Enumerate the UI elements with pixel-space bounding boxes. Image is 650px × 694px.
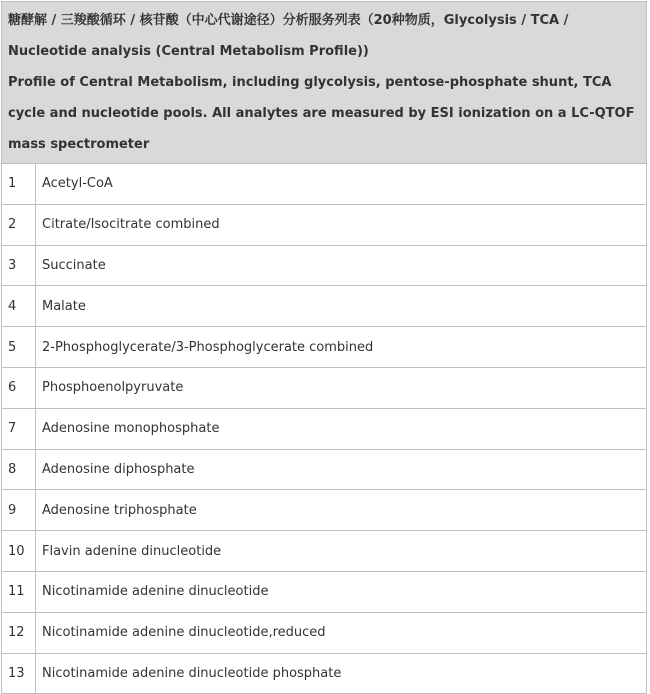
table-row bbox=[2, 245, 647, 286]
table-row bbox=[2, 286, 647, 327]
table-row bbox=[2, 490, 647, 531]
analyte-name: Succinate bbox=[36, 245, 647, 286]
table-row bbox=[2, 164, 647, 205]
table-title: 糖酵解 / 三羧酸循环 / 核苷酸（中心代谢途径）分析服务列表（20种物质，Glycolysis / TCA / Nucleotide analysis (Central Metabolism Profile)) bbox=[8, 13, 569, 59]
analyte-name: 2-Phosphoglycerate/3-Phosphoglycerate combined bbox=[36, 327, 647, 368]
analyte-table bbox=[1, 1, 647, 694]
row-number: 4 bbox=[2, 286, 36, 327]
analyte-name: Citrate/Isocitrate combined bbox=[36, 204, 647, 245]
analyte-name: Adenosine diphosphate bbox=[36, 449, 647, 490]
analyte-name: Nicotinamide adenine dinucleotide bbox=[36, 571, 647, 612]
table-row bbox=[2, 531, 647, 572]
analyte-name: Phosphoenolpyruvate bbox=[36, 367, 647, 408]
table-header-cell bbox=[2, 2, 647, 164]
analyte-name: Acetyl-CoA bbox=[36, 164, 647, 205]
table-row bbox=[2, 612, 647, 653]
analyte-name: Nicotinamide adenine dinucleotide phosphate bbox=[36, 653, 647, 694]
table-row bbox=[2, 327, 647, 368]
table-header-row bbox=[2, 2, 647, 164]
analyte-table-container bbox=[1, 1, 647, 694]
table-description: Profile of Central Metabolism, including glycolysis, pentose-phosphate shunt, TCA cycle and nucleotide pools. All analytes are measured by ESI ionization on a LC-QTOF mass spectrometer bbox=[8, 75, 635, 152]
row-number: 3 bbox=[2, 245, 36, 286]
row-number: 9 bbox=[2, 490, 36, 531]
table-row bbox=[2, 367, 647, 408]
row-number: 11 bbox=[2, 571, 36, 612]
table-row bbox=[2, 571, 647, 612]
row-number: 10 bbox=[2, 531, 36, 572]
analyte-name: Adenosine monophosphate bbox=[36, 408, 647, 449]
row-number: 6 bbox=[2, 367, 36, 408]
row-number: 13 bbox=[2, 653, 36, 694]
table-row bbox=[2, 653, 647, 694]
table-row bbox=[2, 204, 647, 245]
analyte-name: Flavin adenine dinucleotide bbox=[36, 531, 647, 572]
table-row bbox=[2, 408, 647, 449]
row-number: 5 bbox=[2, 327, 36, 368]
row-number: 1 bbox=[2, 164, 36, 205]
row-number: 7 bbox=[2, 408, 36, 449]
table-row bbox=[2, 449, 647, 490]
analyte-name: Adenosine triphosphate bbox=[36, 490, 647, 531]
analyte-name: Malate bbox=[36, 286, 647, 327]
row-number: 12 bbox=[2, 612, 36, 653]
row-number: 8 bbox=[2, 449, 36, 490]
analyte-name: Nicotinamide adenine dinucleotide,reduced bbox=[36, 612, 647, 653]
row-number: 2 bbox=[2, 204, 36, 245]
